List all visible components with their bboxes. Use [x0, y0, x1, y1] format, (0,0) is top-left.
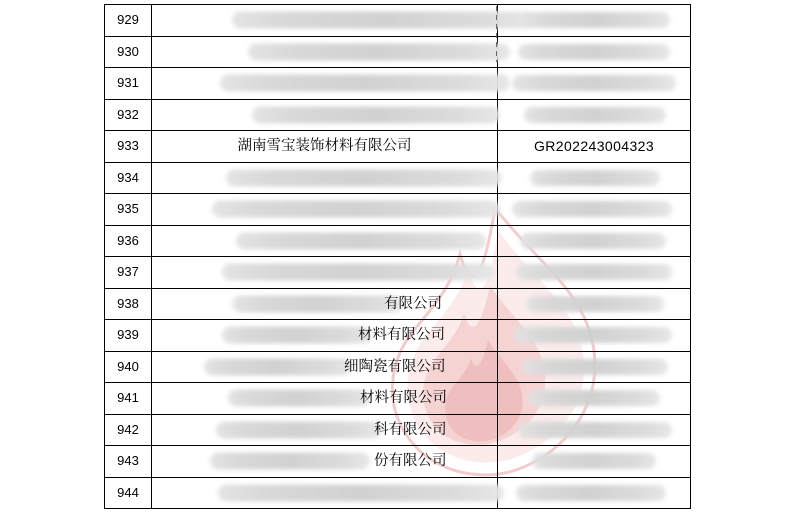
redacted-content [216, 421, 382, 438]
company-name-text: 份有限公司 [374, 453, 447, 469]
row-number-cell [105, 257, 152, 289]
certificate-code-text: GR202243004323 [533, 138, 655, 154]
redacted-content [232, 295, 402, 312]
table-row [105, 99, 691, 131]
certificate-code-cell [498, 131, 691, 163]
company-name-cell [152, 257, 498, 289]
row-number: 944 [117, 484, 139, 500]
certificate-code-cell [498, 99, 691, 131]
row-number-cell [105, 68, 152, 100]
redacted-content [204, 358, 352, 375]
table-row [105, 477, 691, 509]
redacted-content [516, 485, 666, 501]
table-row [105, 320, 691, 352]
dashed-line-artifact [496, 6, 497, 62]
certificate-code-cell [498, 194, 691, 226]
redacted-content [236, 232, 486, 249]
redacted-content [220, 75, 510, 92]
redacted-content [512, 201, 672, 217]
row-number: 931 [117, 75, 139, 90]
row-number: 932 [117, 106, 139, 122]
certificate-code-cell [498, 257, 691, 289]
row-number: 937 [117, 264, 139, 279]
enterprise-certificate-table [104, 4, 691, 509]
table-body [105, 5, 691, 509]
row-number-cell [105, 414, 152, 446]
company-name-cell [152, 68, 498, 100]
redacted-content [232, 12, 532, 29]
table-row [105, 194, 691, 226]
company-name-text: 细陶瓷有限公司 [344, 358, 446, 375]
row-number: 940 [117, 358, 139, 374]
redacted-content [252, 106, 500, 123]
company-name-cell [152, 225, 498, 257]
redacted-content [248, 43, 510, 60]
redacted-content [222, 327, 372, 344]
row-number-cell [105, 194, 152, 226]
row-number: 935 [117, 201, 139, 216]
redacted-content [218, 484, 504, 501]
row-number-cell [105, 5, 152, 37]
row-number-cell [105, 162, 152, 194]
company-name-cell [152, 162, 498, 194]
redacted-content [524, 107, 666, 123]
company-name-cell [152, 320, 498, 352]
certificate-code-cell [498, 446, 691, 478]
row-number: 942 [117, 421, 139, 437]
redacted-content [228, 390, 370, 407]
certificate-code-cell [498, 68, 691, 100]
redacted-content [512, 75, 676, 91]
row-number: 943 [117, 453, 139, 468]
company-name-cell [152, 351, 498, 383]
row-number-cell [105, 131, 152, 163]
row-number: 933 [117, 138, 139, 153]
company-name-cell [152, 36, 498, 68]
redacted-content [516, 264, 672, 280]
company-name-cell [152, 131, 498, 163]
certificate-code-cell [498, 36, 691, 68]
redacted-content [514, 327, 672, 343]
row-number: 938 [117, 295, 139, 311]
certificate-code-cell [498, 225, 691, 257]
certificate-code-cell [498, 351, 691, 383]
company-name-text: 科有限公司 [374, 421, 447, 438]
certificate-code-cell [498, 162, 691, 194]
row-number-cell [105, 351, 152, 383]
redacted-content [528, 390, 660, 406]
row-number-cell [105, 288, 152, 320]
row-number-cell [105, 446, 152, 478]
redacted-content [532, 453, 656, 469]
row-number-cell [105, 36, 152, 68]
row-number-cell [105, 320, 152, 352]
redacted-content [222, 264, 494, 281]
redacted-content [212, 201, 500, 218]
company-name-text: 湖南雪宝装饰材料有限公司 [237, 138, 412, 154]
table-row [105, 162, 691, 194]
company-name-cell [152, 414, 498, 446]
redacted-content [530, 170, 660, 186]
row-number-cell [105, 383, 152, 415]
table-row [105, 257, 691, 289]
company-name-text: 有限公司 [384, 295, 442, 312]
redacted-content [520, 233, 666, 249]
company-name-cell [152, 5, 498, 37]
certificate-code-cell [498, 414, 691, 446]
row-number-cell [105, 225, 152, 257]
table-row [105, 5, 691, 37]
company-name-cell [152, 288, 498, 320]
table-row [105, 351, 691, 383]
company-name-text: 材料有限公司 [360, 390, 447, 406]
redacted-content [522, 359, 668, 375]
row-number-cell [105, 99, 152, 131]
table-row [105, 68, 691, 100]
row-number: 929 [117, 12, 139, 27]
row-number: 930 [117, 43, 139, 59]
table-row [105, 383, 691, 415]
row-number: 936 [117, 232, 139, 248]
row-number: 934 [117, 169, 139, 185]
redacted-content [210, 453, 370, 470]
company-name-cell [152, 99, 498, 131]
table-row [105, 288, 691, 320]
company-name-cell [152, 383, 498, 415]
row-number: 939 [117, 327, 139, 342]
certificate-code-cell [498, 477, 691, 509]
redacted-content [518, 422, 672, 438]
certificate-code-cell [498, 5, 691, 37]
company-name-cell [152, 477, 498, 509]
certificate-code-cell [498, 320, 691, 352]
company-name-cell [152, 194, 498, 226]
table-row [105, 36, 691, 68]
table-row [105, 225, 691, 257]
company-name-cell [152, 446, 498, 478]
certificate-code-cell [498, 288, 691, 320]
table-row [105, 446, 691, 478]
redacted-content [522, 12, 670, 28]
table-row [105, 131, 691, 163]
redacted-content [518, 44, 670, 60]
company-name-text: 材料有限公司 [358, 327, 445, 343]
redacted-content [226, 169, 502, 186]
redacted-content [526, 296, 664, 312]
table-row [105, 414, 691, 446]
row-number: 941 [117, 390, 139, 405]
certificate-code-cell [498, 383, 691, 415]
row-number-cell [105, 477, 152, 509]
